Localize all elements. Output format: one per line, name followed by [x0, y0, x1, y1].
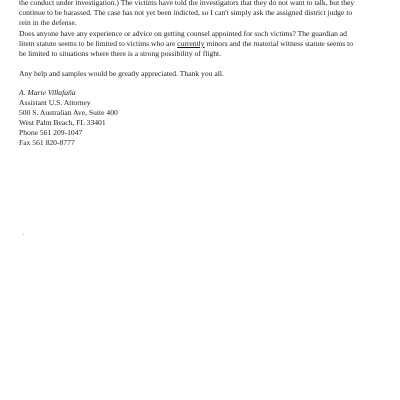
paragraph-line: Any help and samples would be greatly appreciated. Thank you all. [19, 69, 224, 78]
paragraph-line: be limited to situations where there is a strong possibility of flight. [19, 48, 222, 58]
signature-title: Assistant U.S. Attorney [19, 97, 91, 107]
scan-speck [23, 234, 24, 235]
signature-address-line1: 500 S. Australian Ave, Suite 400 [19, 107, 118, 117]
text-segment: minors and the material witness statute seems to [204, 38, 354, 48]
paragraph-question [19, 29, 381, 59]
signature-name: A. Marie Villafaña [19, 88, 76, 97]
paragraph-line: rein in the defense. [19, 17, 77, 27]
text-segment: litem statute seems to be limited to victims who are [19, 38, 178, 48]
paragraph-continued [19, 0, 381, 28]
signature-fax: Fax 561 820-8777 [19, 137, 75, 147]
paragraph-line [19, 39, 381, 49]
paragraph-line: Does anyone have any experience or advice on getting counsel appointed for such victims? The guardian ad [19, 29, 347, 38]
signature-block [19, 88, 118, 147]
paragraph-line: continue to be harassed. The case has not yet been indicted, so I can't simply ask the assigned district judge to [19, 7, 353, 17]
paragraph-thanks [19, 69, 381, 79]
paragraph-line: the conduct under investigation.) The victims have told the investigators that they do not want to talk, but they [19, 0, 355, 7]
signature-address-line2: West Palm Beach, FL 33401 [19, 117, 106, 127]
underlined-word: currently [177, 38, 205, 48]
signature-phone: Phone 561 209-1047 [19, 127, 83, 137]
